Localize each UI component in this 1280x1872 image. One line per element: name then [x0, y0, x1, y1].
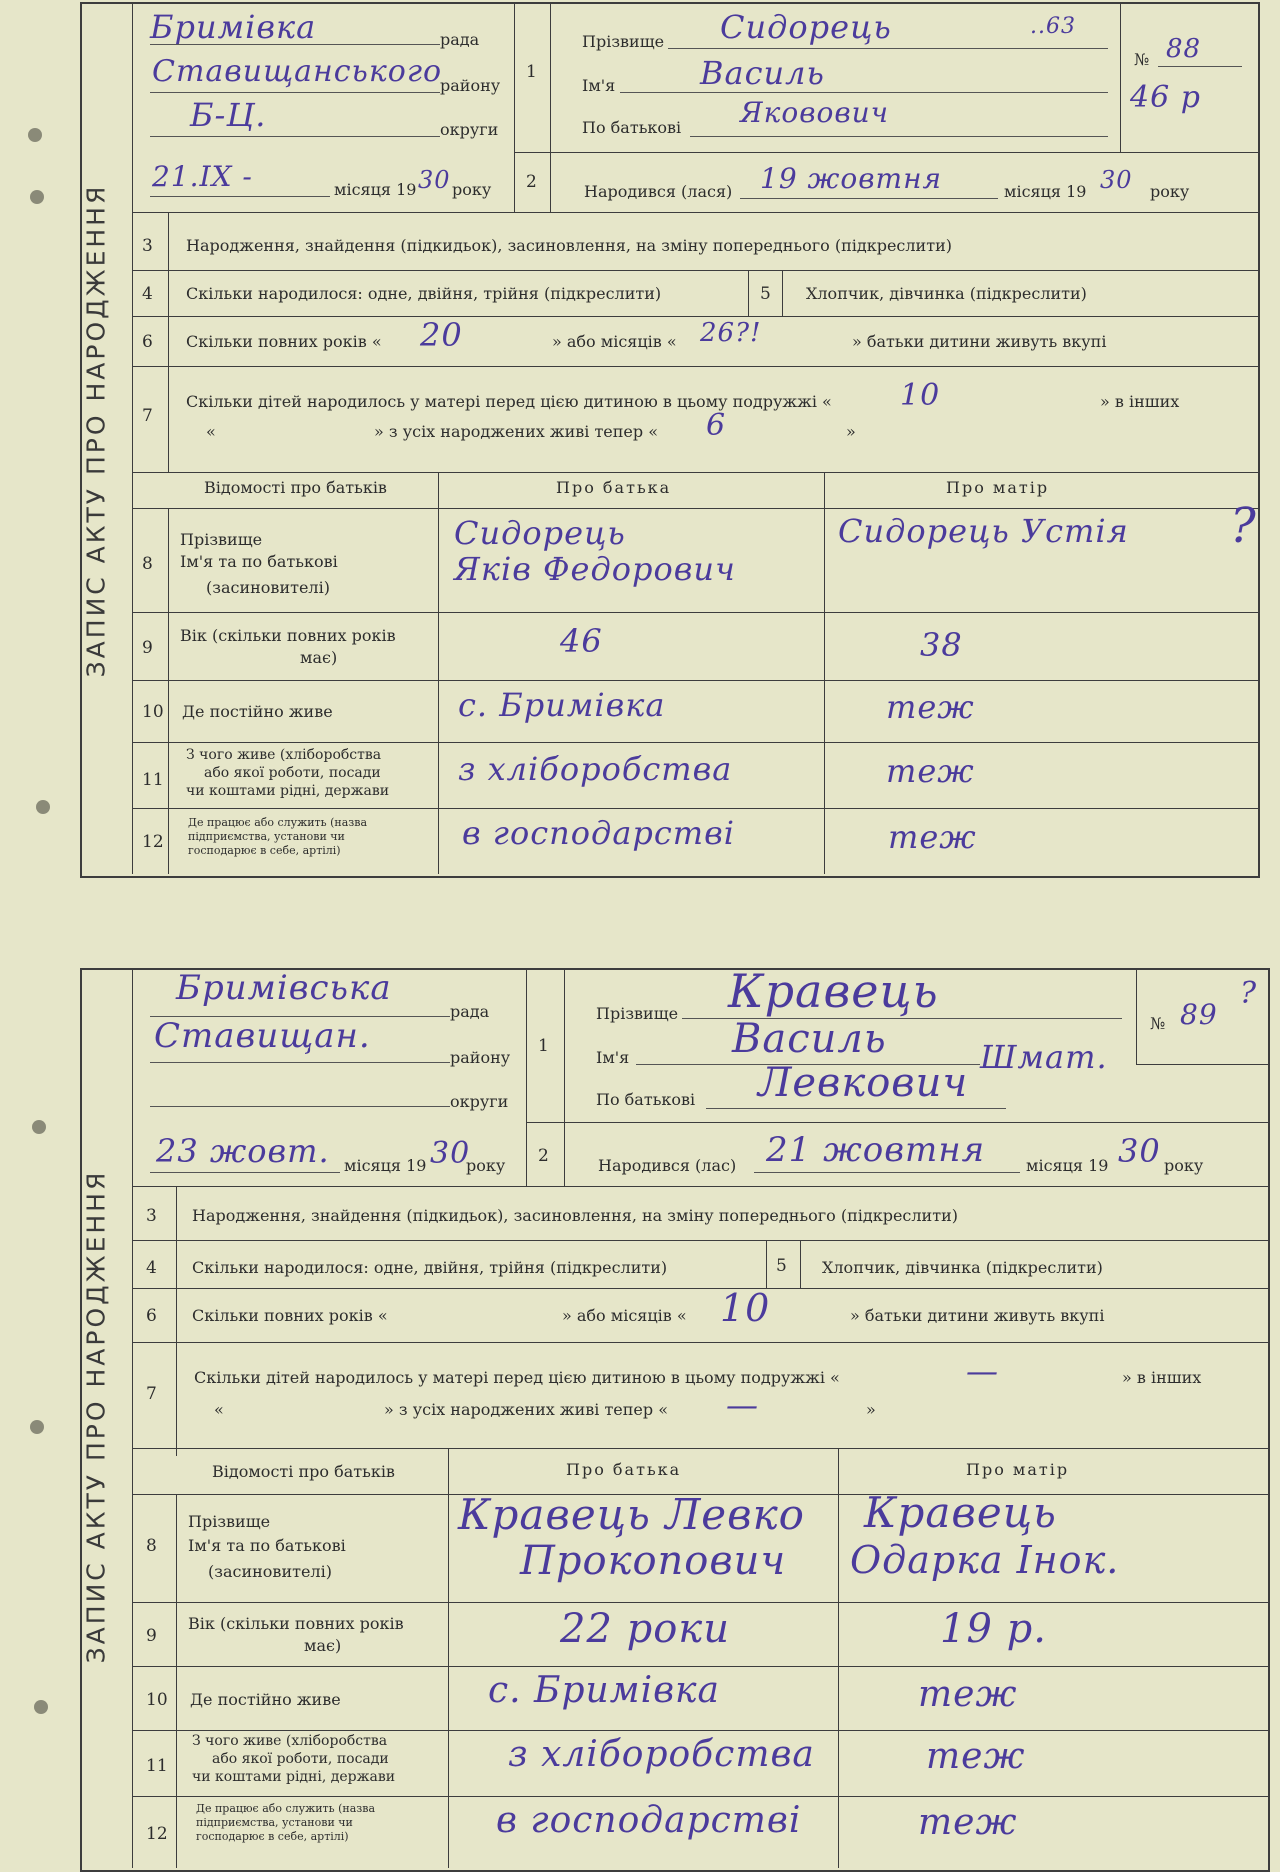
previous-children-count: 10: [900, 378, 941, 413]
father-surname: Кравець Левко: [458, 1490, 805, 1539]
father-workplace: в господарстві: [462, 814, 735, 852]
row-3-label: Народження, знайдення (підкидьок), засиновлення, на зміну попереднього (підкреслити): [192, 1206, 958, 1225]
okruha-value: Б-Ц.: [190, 96, 267, 134]
council-value: Бримівка: [150, 8, 317, 46]
district-value: Ставищан.: [154, 1016, 371, 1056]
child-patronymic: Левкович: [758, 1060, 969, 1106]
cohabitation-years: 20: [420, 316, 463, 354]
birth-date: 19 жовтня: [760, 162, 943, 195]
birth-record-2: ЗАПИС АКТУ ПРО НАРОДЖЕННЯ 1 2 Бримівська рада Ставищан. району округи 23 жовт. місяця 19 30 року Прізвище Кравець Ім'я Василь Шмат. По батькові Левкович № 89 ? Народився (лас) 21 жовтня місяця 19 30 року 3 Народження, знайдення (підкидьок), засиновлення, на зміну попереднього (підкреслити) 4 Скільки народилося: одне, двійня, трійня (підкреслити) 5 Хлопчик, дівчинка (підкреслити) 6 Скільки повних років « » або місяців « 10 » батьки дитини живуть вкупі 7 Скільки дітей народилось у матері перед цією дитиною в цьому подружжі « — » в інших « » з усіх народжених живі тепер « — » Відомості про батьків Про батька Про матір 8 Прізвище Ім'я та по батькові (засиновителі) Кравець Левко Прокопович Кравець Одарка Інок. 9 Вік (скільки повних років має) 22 роки 19 р. 10 Де постійно живе с. Бримівка теж 11 З чого живе (хліборобства або якої роботи, посади чи коштами рідні, держави з хліборобства теж 12 Де працює або служить (назва підприємства, установи чи господарює в себе, артілі) в господарстві теж: [0, 966, 1280, 1858]
mother-name: Одарка Інок.: [850, 1538, 1120, 1582]
record-number: 89: [1180, 998, 1218, 1031]
council-value: Бримівська: [176, 968, 392, 1008]
mother-income: теж: [886, 752, 975, 790]
mother-age: 38: [920, 626, 963, 664]
row-3-label: Народження, знайдення (підкидьок), засиновлення, на зміну попереднього (підкреслити): [186, 236, 952, 255]
registration-date: 21.IX -: [152, 160, 253, 193]
row-4-label: Скільки народилося: одне, двійня, трійня (підкреслити): [186, 284, 662, 303]
father-age: 22 роки: [560, 1606, 730, 1652]
vertical-title: ЗАПИС АКТУ ПРО НАРОДЖЕННЯ: [81, 1169, 111, 1663]
father-residence: с. Бримівка: [488, 1670, 721, 1711]
father-age: 46: [560, 622, 603, 660]
father-residence: с. Бримівка: [458, 686, 666, 724]
father-workplace: в господарстві: [496, 1800, 802, 1841]
mother-surname: Кравець: [864, 1488, 1057, 1537]
row-5-label: Хлопчик, дівчинка (підкреслити): [806, 284, 1087, 303]
father-income: з хліборобства: [508, 1734, 815, 1775]
previous-children-count: —: [966, 1352, 999, 1390]
cohabitation-months: 26?!: [700, 318, 762, 348]
child-name: Василь: [732, 1016, 887, 1062]
row-5-label: Хлопчик, дівчинка (підкреслити): [822, 1258, 1103, 1277]
mother-workplace: теж: [918, 1802, 1018, 1843]
cohabitation-months: 10: [720, 1286, 771, 1330]
mother-residence: теж: [886, 688, 975, 726]
living-children-count: —: [726, 1386, 759, 1424]
mother-workplace: теж: [888, 818, 977, 856]
child-patronymic: Яковович: [740, 96, 890, 129]
child-surname: Кравець: [728, 964, 939, 1018]
registration-date: 23 жовт.: [156, 1132, 330, 1170]
father-surname: Сидорець: [454, 514, 626, 552]
father-income: з хліборобства: [458, 750, 733, 788]
father-name: Яків Федорович: [454, 550, 736, 588]
living-children-count: 6: [706, 408, 727, 443]
mother-age: 19 р.: [940, 1606, 1047, 1652]
row-4-label: Скільки народилося: одне, двійня, трійня (підкреслити): [192, 1258, 668, 1277]
mother-residence: теж: [918, 1674, 1018, 1715]
record-number: 88: [1166, 34, 1202, 64]
father-name: Прокопович: [520, 1538, 787, 1584]
child-surname: Сидорець: [720, 8, 892, 46]
vertical-title: ЗАПИС АКТУ ПРО НАРОДЖЕННЯ: [81, 183, 111, 677]
mother-name: Сидорець Устія: [838, 512, 1129, 550]
district-value: Ставищанського: [152, 54, 443, 89]
birth-record-1: ЗАПИС АКТУ ПРО НАРОДЖЕННЯ 1 2 Бримівка рада Ставищанського району Б-Ц. округи 21.IX - місяця 19 30 року Прізвище Сидорець ..63 Ім'я Василь По батькові Яковович № 88 46 р Народився (лася) 19 жовтня місяця 19 30 року 3 Народження, знайдення (підкидьок), засиновлення, на зміну попереднього (підкреслити) 4 Скільки народилося: одне, двійня, трійня (підкреслити) 5 Хлопчик, дівчинка (підкреслити) 6 Скільки повних років « 20 » або місяців « 26?! » батьки дитини живуть вкупі 7 Скільки дітей народилось у матері перед цією дитиною в цьому подружжі « 10 » в інших « » з усіх народжених живі тепер « 6 » Відомості про батьків Про батька Про матір 8 Прізвище Ім'я та по батькові (засиновителі) Сидорець Яків Федорович Сидорець Устія ? 9 Вік (скільки повних років має) 46 38 10 Де постійно живе с. Бримівка теж 11 З чого живе (хліборобства або якої роботи, посади чи коштами рідні, держави з хліборобства теж 12 Де працює або служить (назва підприємства, установи чи господарює в себе, артілі) в господарстві теж: [0, 0, 1280, 880]
mother-income: теж: [926, 1736, 1026, 1777]
birth-date: 21 жовтня: [766, 1130, 986, 1170]
child-name: Василь: [700, 54, 825, 92]
